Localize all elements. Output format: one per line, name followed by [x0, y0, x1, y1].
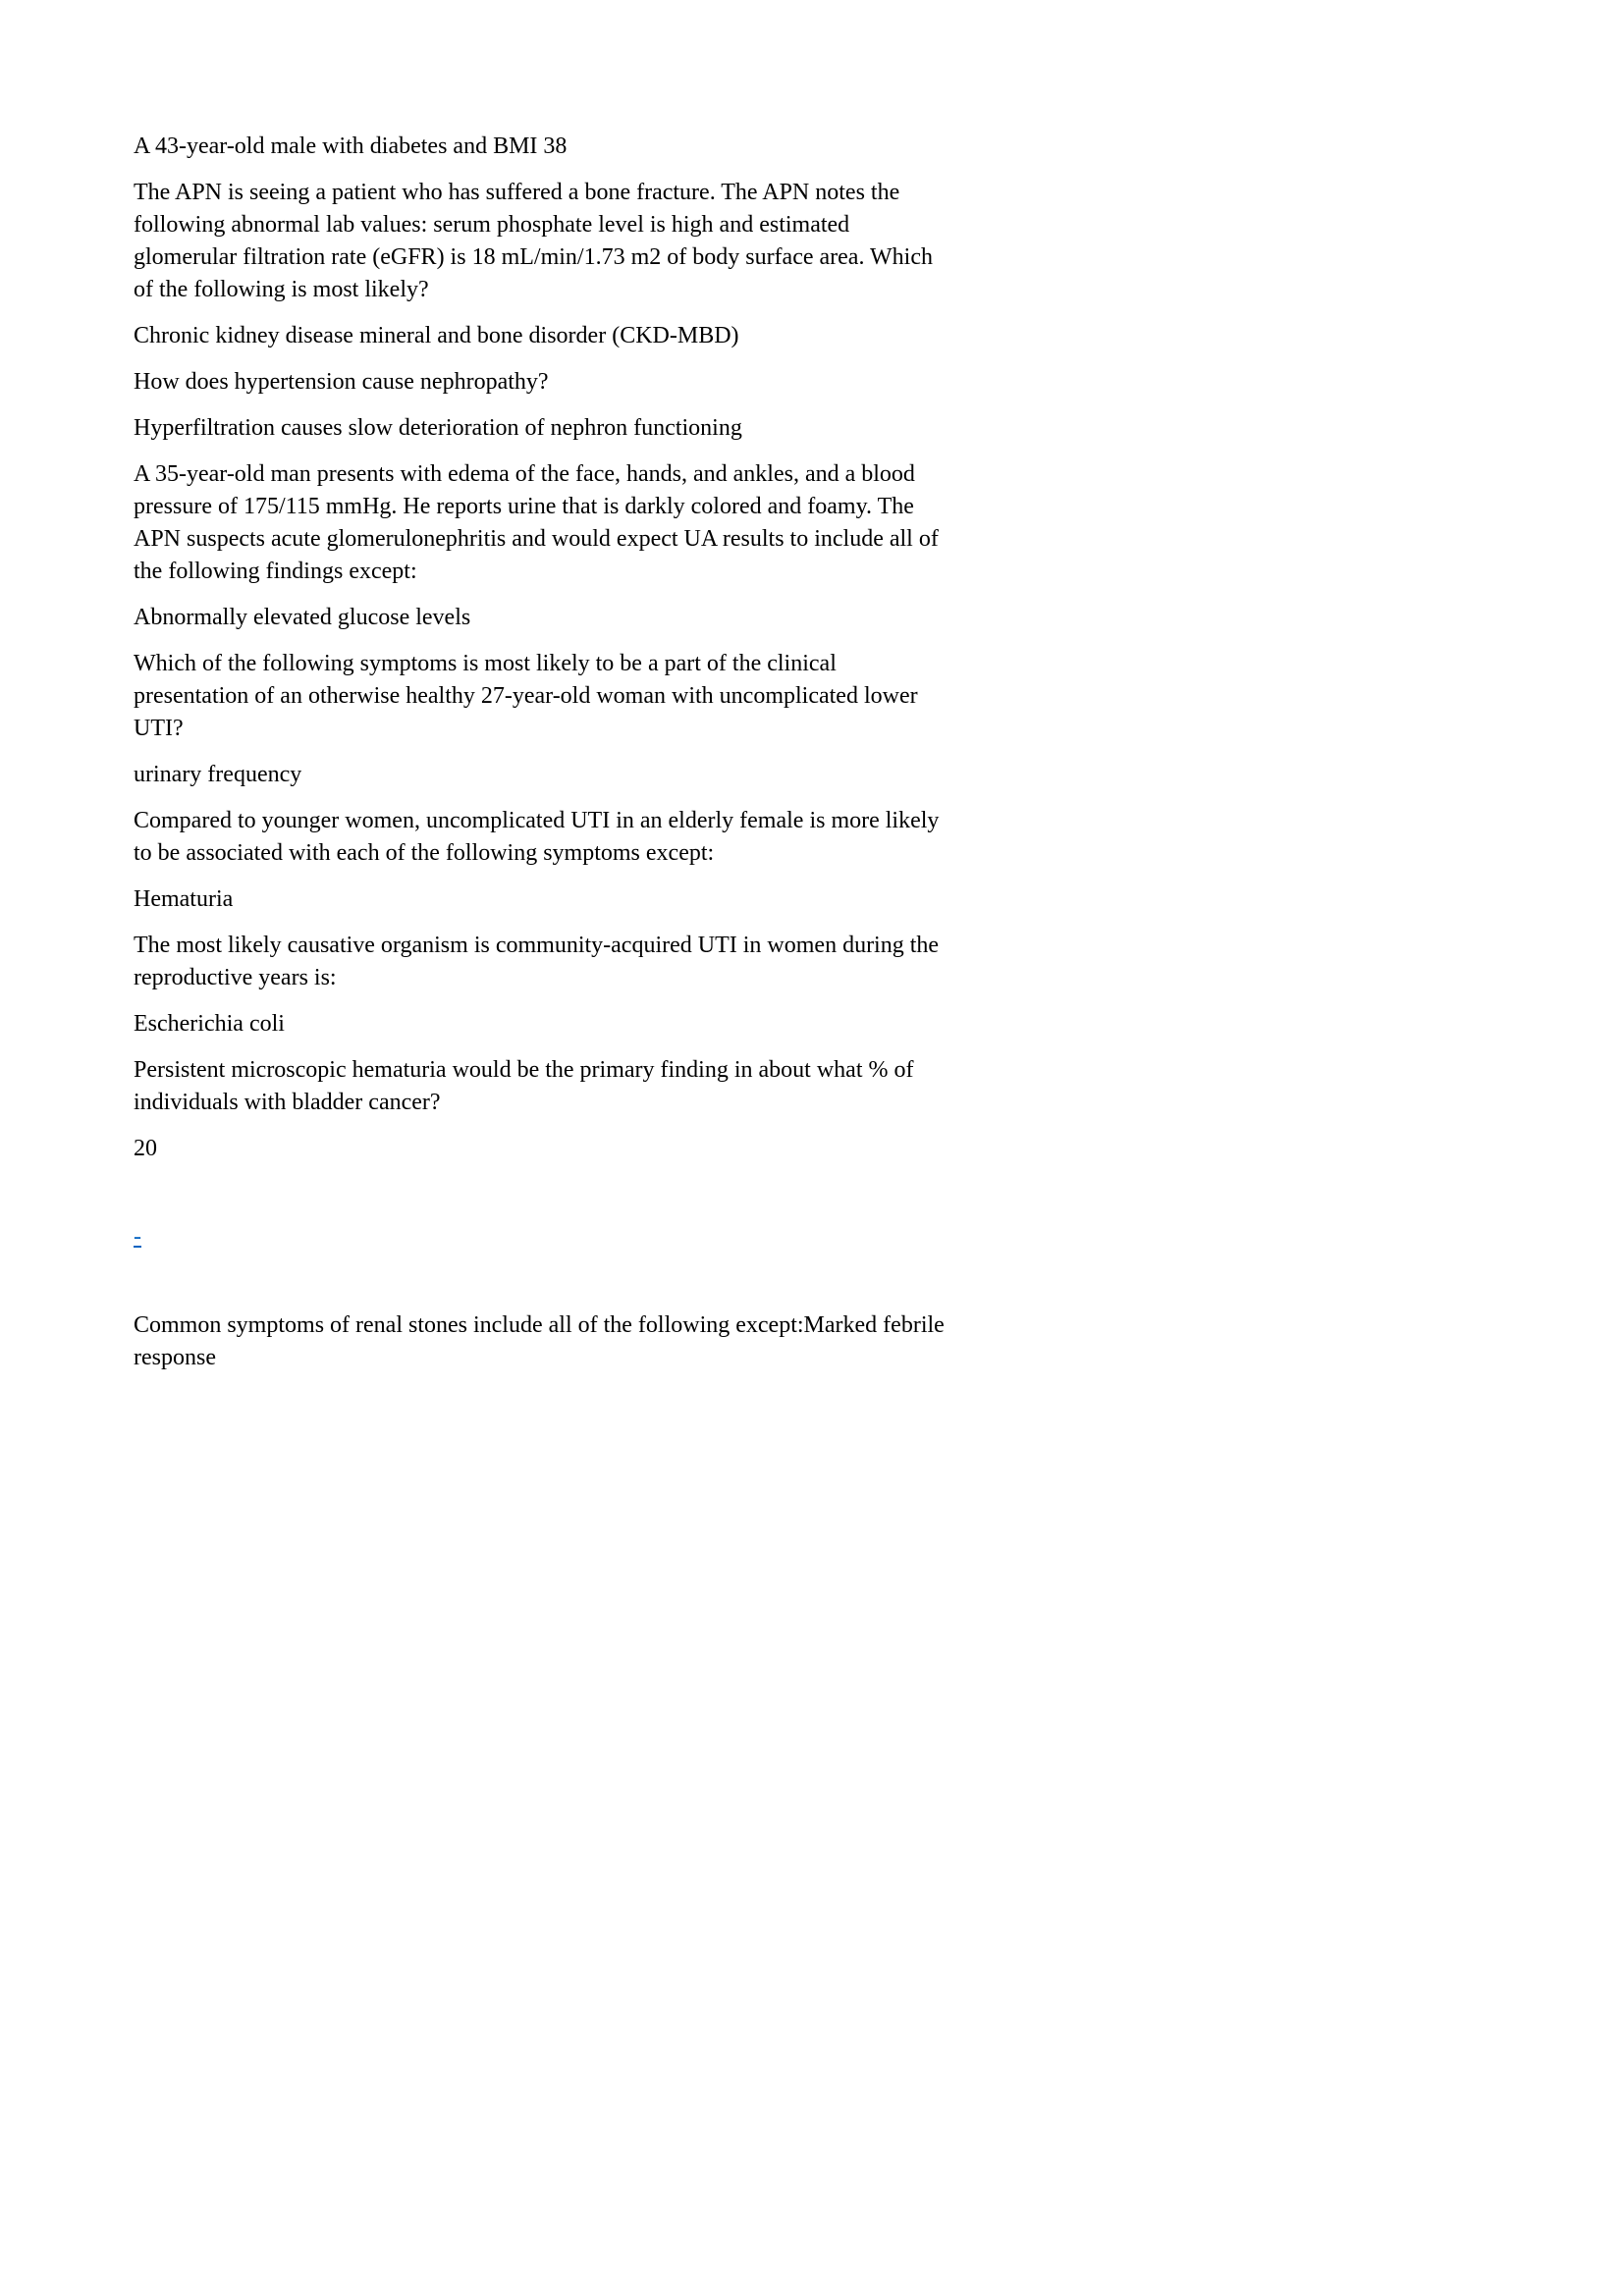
paragraph-answer-escherichia-coli: Escherichia coli: [134, 1011, 285, 1037]
paragraph-answer-hematuria: Hematuria: [134, 886, 234, 912]
paragraph-answer-20: 20: [134, 1136, 157, 1161]
link-paragraph: [134, 1221, 956, 1254]
paragraph-case-stem-1: A 43-year-old male with diabetes and BMI 38: [134, 133, 568, 159]
paragraph-question-hypertension: How does hypertension cause nephropathy?: [134, 369, 549, 395]
paragraph-question-uti: Which of the following symptoms is most likely to be a part of the clinical presentation of an otherwise healthy 27-year-old woman with uncomplicated lower UTI?: [134, 651, 918, 741]
hyperlink-dash[interactable]: -: [134, 1224, 141, 1250]
paragraph-closing-renal-stones: Common symptoms of renal stones include all of the following except:Marked febrile response: [134, 1312, 945, 1370]
paragraph-question-bladder-cancer: Persistent microscopic hematuria would be the primary finding in about what % of individuals with bladder cancer?: [134, 1057, 914, 1115]
paragraph-answer-hyperfiltration: Hyperfiltration causes slow deterioration of nephron functioning: [134, 415, 742, 441]
paragraph-question-ckd: The APN is seeing a patient who has suffered a bone fracture. The APN notes the following abnormal lab values: serum phosphate level is high and estimated glomerular filtration rate (eGFR) is 18 mL/min/1.73 m2 of body surface area. Which of the following is most likely?: [134, 180, 933, 302]
paragraph-answer-urinary-frequency: urinary frequency: [134, 762, 302, 787]
paragraph-question-causative-organism: The most likely causative organism is community-acquired UTI in women during the reproductive years is:: [134, 933, 940, 990]
paragraph-question-elderly-uti: Compared to younger women, uncomplicated UTI in an elderly female is more likely to be associated with each of the following symptoms except:: [134, 808, 940, 866]
document-body: [134, 131, 956, 1388]
paragraph-answer-glucose: Abnormally elevated glucose levels: [134, 605, 471, 630]
paragraph-question-glomerulonephritis: A 35-year-old man presents with edema of the face, hands, and ankles, and a blood pressure of 175/115 mmHg. He reports urine that is darkly colored and foamy. The APN suspects acute glomerulonephritis and would expect UA results to include all of the following findings except:: [134, 461, 939, 584]
paragraph-answer-ckd-mbd: Chronic kidney disease mineral and bone disorder (CKD-MBD): [134, 323, 739, 348]
